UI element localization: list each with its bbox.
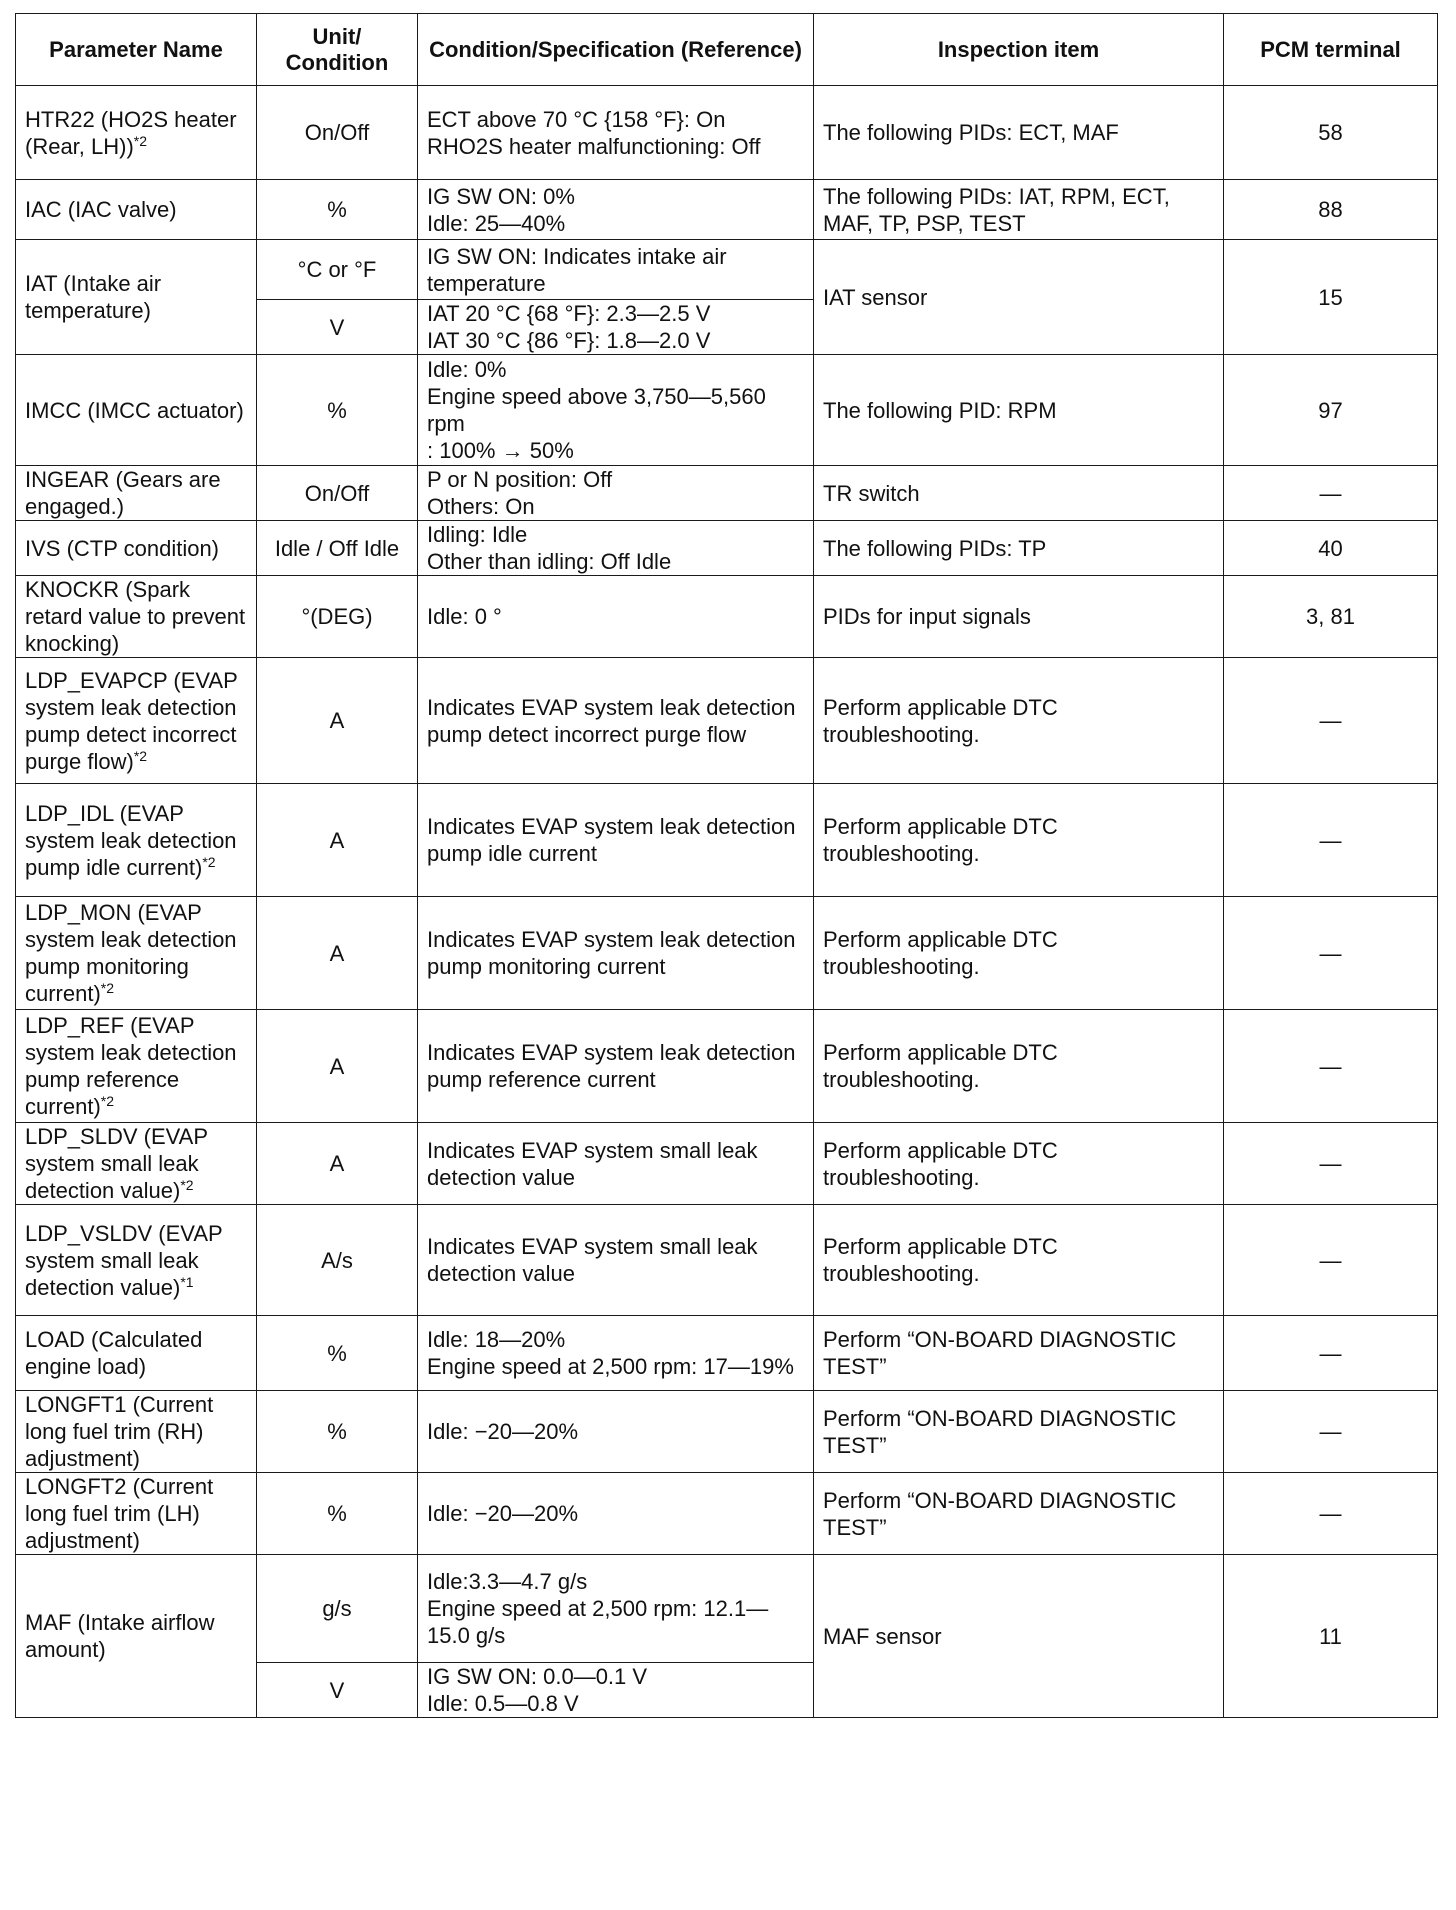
- spec-line: Indicates EVAP system leak detection pump monitoring current: [427, 927, 796, 979]
- spec-line: Idle: 0%: [427, 357, 507, 382]
- footnote-marker: *2: [133, 747, 148, 764]
- inspection-item-cell: The following PIDs: IAT, RPM, ECT, MAF, TP, PSP, TEST: [814, 180, 1224, 240]
- inspection-item-cell: Perform applicable DTC troubleshooting.: [814, 1123, 1224, 1205]
- parameter-name: IMCC (IMCC actuator): [25, 397, 244, 423]
- footnote-marker: *2: [100, 980, 115, 996]
- unit-cell: g/s: [257, 1555, 418, 1663]
- parameter-name: HTR22 (HO2S heater (Rear, LH)): [25, 106, 237, 159]
- table-row: [16, 1010, 1438, 1123]
- parameter-name-cell: [16, 1205, 257, 1316]
- parameter-name-cell: [16, 1473, 257, 1555]
- parameter-name-cell: [16, 521, 257, 576]
- specification-cell: [418, 1123, 814, 1205]
- specification-cell: [418, 1010, 814, 1123]
- table-row: [16, 1123, 1438, 1205]
- pcm-terminal-cell: 11: [1224, 1555, 1438, 1718]
- footnote-marker: *2: [133, 132, 148, 149]
- unit-cell: %: [257, 1391, 418, 1473]
- pcm-terminal-cell: —: [1224, 897, 1438, 1010]
- unit-cell: Idle / Off Idle: [257, 521, 418, 576]
- unit-cell: V: [257, 300, 418, 355]
- inspection-item-cell: Perform “ON-BOARD DIAGNOSTIC TEST”: [814, 1316, 1224, 1391]
- unit-cell: On/Off: [257, 466, 418, 521]
- spec-line: IAT 30 °C {86 °F}: 1.8—2.0 V: [427, 328, 711, 353]
- spec-sheet: [15, 13, 1437, 1718]
- inspection-item-cell: PIDs for input signals: [814, 576, 1224, 658]
- spec-line: Engine speed at 2,500 rpm: 17—19%: [427, 1354, 794, 1379]
- unit-cell: V: [257, 1663, 418, 1718]
- spec-line: IG SW ON: 0%: [427, 183, 575, 209]
- inspection-item-cell: MAF sensor: [814, 1555, 1224, 1718]
- spec-line: Others: On: [427, 494, 535, 519]
- spec-line: Engine speed at 2,500 rpm: 12.1—15.0 g/s: [427, 1596, 769, 1648]
- footnote-marker: *1: [180, 1273, 194, 1290]
- table-body: [16, 86, 1438, 1718]
- specification-cell: [418, 576, 814, 658]
- specification-cell: [418, 300, 814, 355]
- header-inspection-item: Inspection item: [814, 14, 1224, 86]
- table-row: [16, 466, 1438, 521]
- specification-cell: [418, 1391, 814, 1473]
- specification-cell: [418, 355, 814, 466]
- spec-line: ECT above 70 °C {158 °F}: On: [427, 106, 726, 132]
- parameter-name-cell: [16, 1316, 257, 1391]
- spec-line: Idle:3.3—4.7 g/s: [427, 1569, 588, 1594]
- table-row: [16, 1555, 1438, 1663]
- table-row: [16, 1473, 1438, 1555]
- table-row: [16, 897, 1438, 1010]
- footnote-marker: *2: [180, 1177, 194, 1193]
- unit-cell: A/s: [257, 1205, 418, 1316]
- spec-line: RHO2S heater malfunctioning: Off: [427, 133, 761, 159]
- parameter-name-cell: [16, 897, 257, 1010]
- unit-cell: %: [257, 355, 418, 466]
- inspection-item-cell: Perform “ON-BOARD DIAGNOSTIC TEST”: [814, 1473, 1224, 1555]
- parameter-name: KNOCKR (Spark retard value to prevent knocking): [25, 577, 246, 656]
- header-parameter-name: Parameter Name: [16, 14, 257, 86]
- unit-cell: On/Off: [257, 86, 418, 180]
- specification-cell: [418, 784, 814, 897]
- parameter-name-cell: [16, 1010, 257, 1123]
- parameter-name: LOAD (Calculated engine load): [25, 1327, 203, 1379]
- pcm-terminal-cell: —: [1224, 658, 1438, 784]
- inspection-item-cell: The following PIDs: ECT, MAF: [814, 86, 1224, 180]
- parameter-name: LDP_MON (EVAP system leak detection pump monitoring current): [25, 900, 237, 1006]
- table-row: [16, 180, 1438, 240]
- table-row: [16, 1316, 1438, 1391]
- unit-cell: A: [257, 1123, 418, 1205]
- unit-cell: °C or °F: [257, 240, 418, 300]
- pcm-terminal-cell: —: [1224, 784, 1438, 897]
- unit-cell: A: [257, 784, 418, 897]
- pcm-terminal-cell: 97: [1224, 355, 1438, 466]
- unit-cell: A: [257, 897, 418, 1010]
- pcm-terminal-cell: 3, 81: [1224, 576, 1438, 658]
- table-row: [16, 576, 1438, 658]
- parameter-name: LDP_SLDV (EVAP system small leak detection value): [25, 1124, 208, 1203]
- parameter-name-cell: [16, 1391, 257, 1473]
- parameter-name-cell: [16, 1123, 257, 1205]
- unit-cell: %: [257, 1473, 418, 1555]
- spec-line: Idle: 0 °: [427, 604, 502, 629]
- unit-cell: A: [257, 658, 418, 784]
- parameter-name: LDP_VSLDV (EVAP system small leak detection value): [25, 1220, 223, 1300]
- parameter-name: LDP_REF (EVAP system leak detection pump reference current): [25, 1013, 237, 1119]
- parameter-name: LONGFT1 (Current long fuel trim (RH) adjustment): [25, 1392, 214, 1471]
- specification-cell: [418, 521, 814, 576]
- pcm-terminal-cell: —: [1224, 1205, 1438, 1316]
- header-condition-specification: Condition/Specification (Reference): [418, 14, 814, 86]
- spec-line: Indicates EVAP system leak detection pump detect incorrect purge flow: [427, 694, 796, 747]
- inspection-item-cell: Perform applicable DTC troubleshooting.: [814, 784, 1224, 897]
- unit-cell: °(DEG): [257, 576, 418, 658]
- parameter-name-cell: [16, 576, 257, 658]
- pcm-terminal-cell: —: [1224, 1473, 1438, 1555]
- table-header-row: [16, 14, 1438, 86]
- specification-cell: [418, 897, 814, 1010]
- parameter-name: LONGFT2 (Current long fuel trim (LH) adjustment): [25, 1474, 214, 1553]
- parameter-name: LDP_IDL (EVAP system leak detection pump idle current): [25, 800, 237, 880]
- inspection-item-cell: Perform applicable DTC troubleshooting.: [814, 1205, 1224, 1316]
- spec-line: : 100% → 50%: [427, 438, 574, 463]
- spec-line: P or N position: Off: [427, 467, 613, 492]
- spec-line: Indicates EVAP system leak detection pump reference current: [427, 1040, 796, 1092]
- table-row: [16, 784, 1438, 897]
- pid-parameter-table: [15, 13, 1438, 1718]
- inspection-item-cell: Perform “ON-BOARD DIAGNOSTIC TEST”: [814, 1391, 1224, 1473]
- parameter-name-cell: [16, 240, 257, 355]
- inspection-item-cell: The following PID: RPM: [814, 355, 1224, 466]
- specification-cell: [418, 180, 814, 240]
- specification-cell: [418, 86, 814, 180]
- spec-line: IAT 20 °C {68 °F}: 2.3—2.5 V: [427, 301, 711, 326]
- spec-line: IG SW ON: 0.0—0.1 V: [427, 1664, 648, 1689]
- parameter-name-cell: [16, 180, 257, 240]
- parameter-name: INGEAR (Gears are engaged.): [25, 467, 221, 519]
- spec-line: Idle: 18—20%: [427, 1327, 566, 1352]
- spec-line: Idle: 25—40%: [427, 210, 566, 236]
- specification-cell: [418, 1555, 814, 1663]
- parameter-name-cell: [16, 658, 257, 784]
- table-row: [16, 355, 1438, 466]
- header-pcm-terminal: PCM terminal: [1224, 14, 1438, 86]
- parameter-name: IAC (IAC valve): [25, 197, 177, 222]
- spec-line: Indicates EVAP system small leak detection value: [427, 1137, 758, 1190]
- table-row: [16, 521, 1438, 576]
- spec-line: IG SW ON: Indicates intake air temperature: [427, 243, 727, 296]
- inspection-item-cell: Perform applicable DTC troubleshooting.: [814, 1010, 1224, 1123]
- pcm-terminal-cell: 40: [1224, 521, 1438, 576]
- parameter-name-cell: [16, 86, 257, 180]
- parameter-name-cell: [16, 466, 257, 521]
- pcm-terminal-cell: 58: [1224, 86, 1438, 180]
- parameter-name: MAF (Intake airflow amount): [25, 1610, 215, 1662]
- spec-line: Idle: −20—20%: [427, 1419, 579, 1444]
- specification-cell: [418, 240, 814, 300]
- header-unit-condition: Unit/ Condition: [257, 14, 418, 86]
- inspection-item-cell: Perform applicable DTC troubleshooting.: [814, 658, 1224, 784]
- spec-line: Engine speed above 3,750—5,560 rpm: [427, 384, 766, 436]
- parameter-name: IVS (CTP condition): [25, 535, 220, 561]
- spec-line: Idling: Idle: [427, 522, 528, 547]
- parameter-name-cell: [16, 1555, 257, 1718]
- footnote-marker: *2: [100, 1093, 115, 1109]
- spec-line: Idle: −20—20%: [427, 1501, 579, 1526]
- unit-cell: A: [257, 1010, 418, 1123]
- specification-cell: [418, 658, 814, 784]
- unit-cell: %: [257, 180, 418, 240]
- parameter-name: LDP_EVAPCP (EVAP system leak detection pump detect incorrect purge flow): [25, 667, 238, 774]
- pcm-terminal-cell: 15: [1224, 240, 1438, 355]
- inspection-item-cell: TR switch: [814, 466, 1224, 521]
- table-row: [16, 1391, 1438, 1473]
- spec-line: Indicates EVAP system leak detection pump idle current: [427, 814, 796, 866]
- inspection-item-cell: Perform applicable DTC troubleshooting.: [814, 897, 1224, 1010]
- table-row: [16, 658, 1438, 784]
- parameter-name: IAT (Intake air temperature): [25, 271, 162, 323]
- parameter-name-cell: [16, 784, 257, 897]
- spec-line: Indicates EVAP system small leak detection value: [427, 1234, 758, 1286]
- pcm-terminal-cell: —: [1224, 466, 1438, 521]
- parameter-name-cell: [16, 355, 257, 466]
- inspection-item-cell: The following PIDs: TP: [814, 521, 1224, 576]
- pcm-terminal-cell: —: [1224, 1391, 1438, 1473]
- spec-line: Idle: 0.5—0.8 V: [427, 1691, 579, 1716]
- table-row: [16, 1205, 1438, 1316]
- spec-line: Other than idling: Off Idle: [427, 549, 672, 574]
- footnote-marker: *2: [202, 853, 216, 870]
- specification-cell: [418, 1663, 814, 1718]
- pcm-terminal-cell: —: [1224, 1123, 1438, 1205]
- specification-cell: [418, 466, 814, 521]
- pcm-terminal-cell: 88: [1224, 180, 1438, 240]
- specification-cell: [418, 1316, 814, 1391]
- specification-cell: [418, 1473, 814, 1555]
- pcm-terminal-cell: —: [1224, 1316, 1438, 1391]
- pcm-terminal-cell: —: [1224, 1010, 1438, 1123]
- inspection-item-cell: IAT sensor: [814, 240, 1224, 355]
- table-row: [16, 86, 1438, 180]
- specification-cell: [418, 1205, 814, 1316]
- table-row: [16, 240, 1438, 300]
- unit-cell: %: [257, 1316, 418, 1391]
